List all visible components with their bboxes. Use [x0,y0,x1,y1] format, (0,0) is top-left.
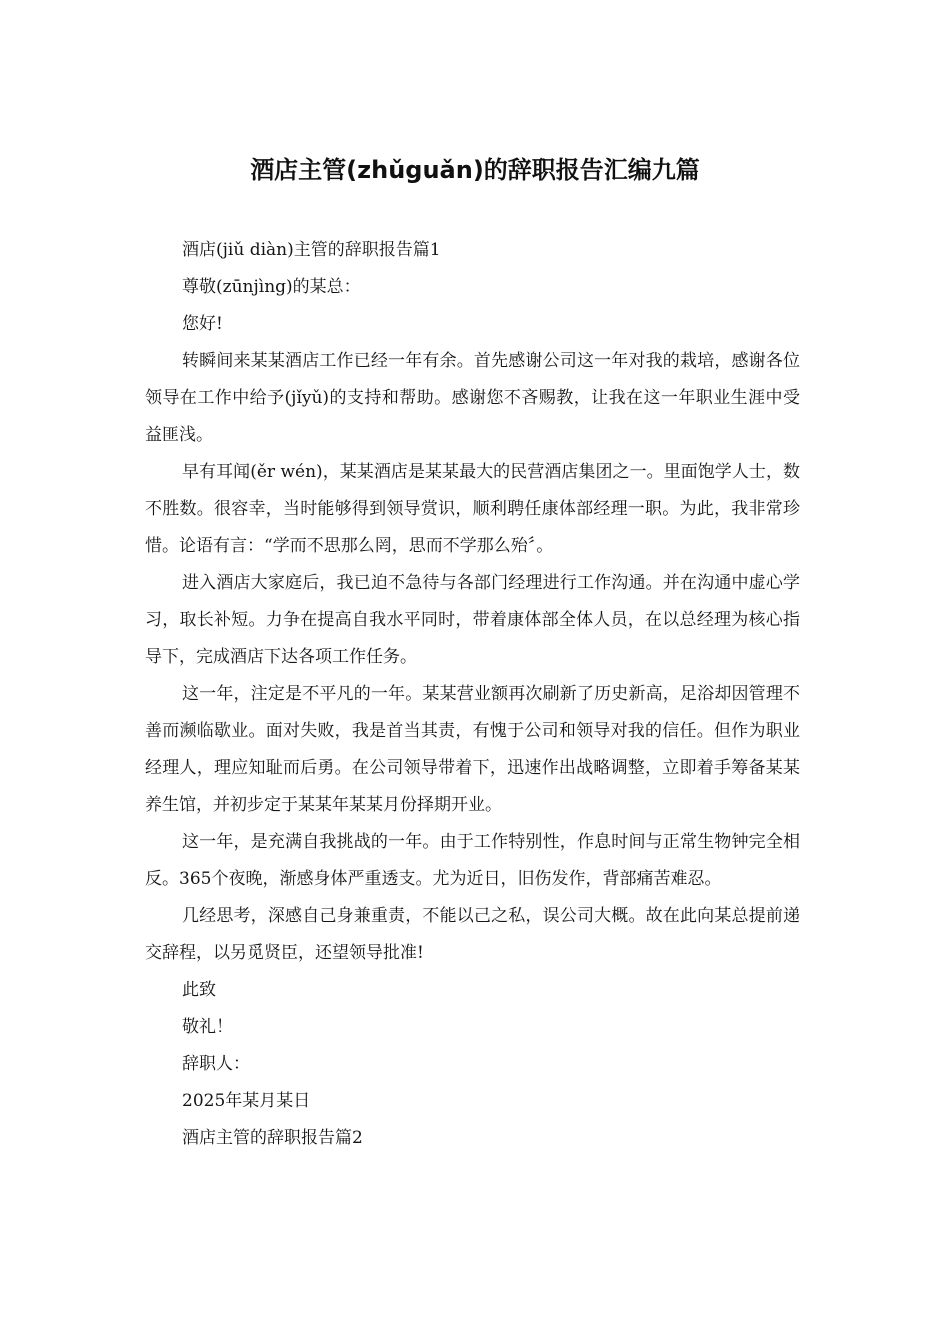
signature-label: 辞职人： [182,1054,250,1074]
salutation: 尊敬(zūnjìng)的某总： [182,277,361,297]
paragraph: 这一年，是充满自我挑战的一年。由于工作特别性，作息时间与正常生物钟完全相反。365个夜晚，渐感身体严重透支。尤为近日，旧伤发作，背部痛苦难忍。 [145,832,800,889]
paragraph: 早有耳闻(ěr wén)，某某酒店是某某最大的民营酒店集团之一。里面饱学人士，数不胜数。很容幸，当时能够得到领导赏识，顺利聘任康体部经理一职。为此，我非常珍惜。论语有言：“学而不思那么罔，思而不学那么殆〞。 [145,462,800,556]
greeting: 您好! [182,314,223,334]
document-body [145,232,800,1157]
section-heading-1: 酒店(jiǔ diàn)主管的辞职报告篇1 [182,240,441,260]
closing-salute: 敬礼！ [182,1017,233,1037]
paragraph: 转瞬间来某某酒店工作已经一年有余。首先感谢公司这一年对我的栽培，感谢各位领导在工作中给予(jǐyǔ)的支持和帮助。感谢您不吝赐教，让我在这一年职业生涯中受益匪浅。 [145,351,800,445]
paragraph: 这一年，注定是不平凡的一年。某某营业额再次刷新了历史新高，足浴却因管理不善而濒临歇业。面对失败，我是首当其责，有愧于公司和领导对我的信任。但作为职业经理人，理应知耻而后勇。在公司领导带着下，迅速作出战略调整，立即着手筹备某某养生馆，并初步定于某某年某某月份择期开业。 [145,684,800,815]
closing-line: 此致 [182,980,216,1000]
paragraph: 进入酒店大家庭后，我已迫不急待与各部门经理进行工作沟通。并在沟通中虚心学习，取长补短。力争在提高自我水平同时，带着康体部全体人员，在以总经理为核心指导下，完成酒店下达各项工作任务。 [145,573,800,667]
document-title: 酒店主管(zhǔguǎn)的辞职报告汇编九篇 [250,156,700,184]
date-line: 2025年某月某日 [182,1091,311,1111]
section-heading-2: 酒店主管的辞职报告篇2 [182,1128,363,1148]
paragraph: 几经思考，深感自己身兼重责，不能以己之私，误公司大概。故在此向某总提前递交辞程，以另觅贤臣，还望领导批准! [145,906,800,963]
